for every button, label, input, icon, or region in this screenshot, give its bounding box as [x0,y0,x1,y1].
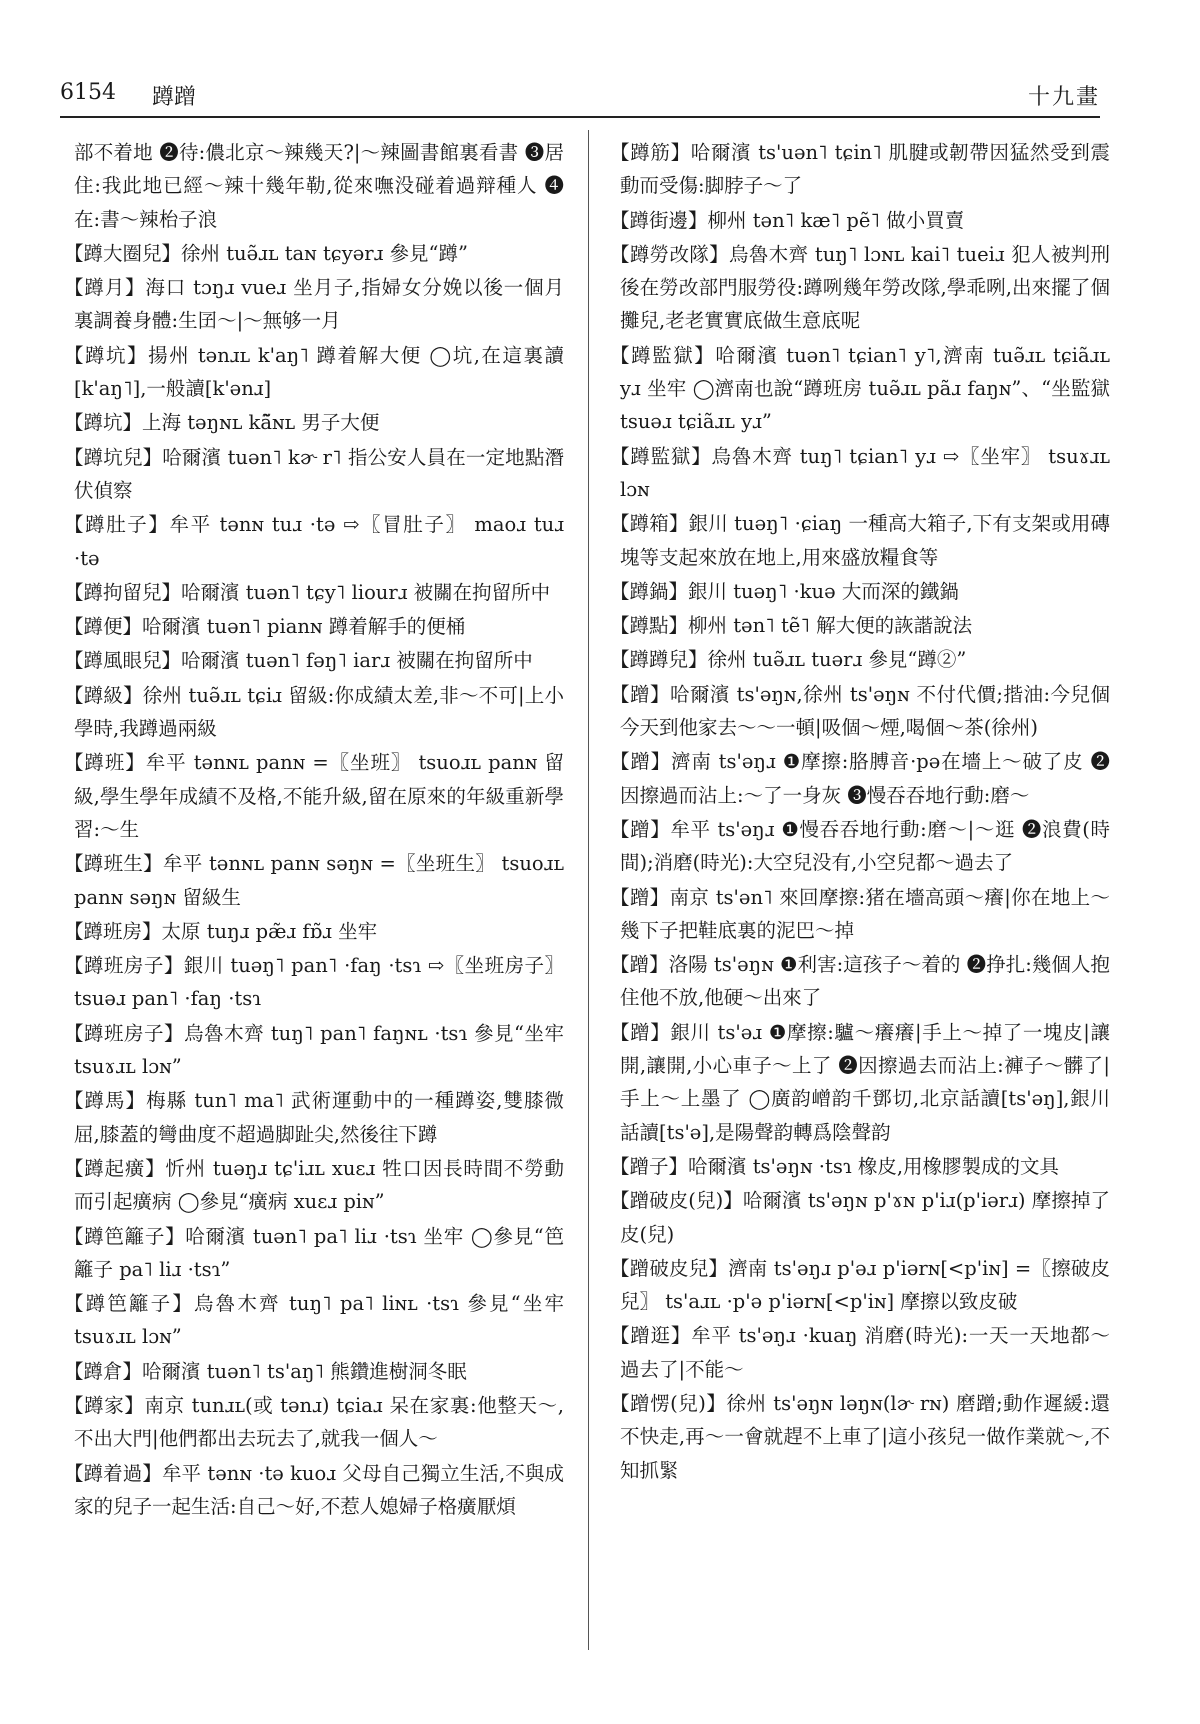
dictionary-entry: 【蹲級】徐州 tuə̃ɹʟ tɕiɹ 留級:你成績太差,非～不可|上小學時,我蹲過兩級 [64,683,564,741]
right-column [610,136,1110,1488]
left-column [64,136,564,1524]
dictionary-entry: 【蹲家】南京 tunɹʟ(或 tənɹ) tɕiaɹ 呆在家裏:他整天～,不出大門|他們都出去玩去了,就我一個人～ [64,1393,564,1451]
dictionary-entry: 【蹭】濟南 ts'əŋɹ ❶摩擦:胳膊音·pə在墻上～破了皮 ❷因擦過而沾上:～了一身灰 ❸慢吞吞地行動:磨～ [610,750,1110,807]
dictionary-entry: 【蹲起癀】忻州 tuəŋɹ tɕ'iɹʟ xuɛɹ 牲口因長時間不勞動而引起癀病 ◯參見“癀病 xuɛɹ piɴ” [64,1156,564,1214]
dictionary-entry: 【蹲班房子】烏魯木齊 tuŋ˥ pan˥ faŋɴʟ ·tsɿ 參見“坐牢 tsuɤɹʟ lɔɴ” [64,1021,564,1079]
dictionary-entry: 【蹭】南京 ts'ən˥ 來回摩擦:猪在墻高頭～癢|你在地上～幾下子把鞋底裏的泥巴～掉 [610,885,1110,942]
dictionary-entry: 【蹭】牟平 ts'əŋɹ ❶慢吞吞地行動:磨～|～逛 ❷浪費(時間);消磨(時光):大空兒没有,小空兒都～過去了 [610,817,1110,875]
dictionary-entry: 【蹲坑】上海 təŋɴʟ kã̃ɴʟ 男子大便 [64,411,380,435]
dictionary-entry: 【蹲點】柳州 tən˥ tẽ˥ 解大便的詼諧說法 [610,614,973,638]
dictionary-entry: 【蹲便】哈爾濱 tuən˥ pianɴ 蹲着解手的便桶 [64,615,466,639]
dictionary-entry: 【蹲監獄】哈爾濱 tuən˥ tɕian˥ y˥,濟南 tuə̃ɹʟ tɕiãɹʟ yɹ 坐牢 ◯濟南也說“蹲班房 tuə̃ɹʟ pãɹ faŋɴ”、“坐監獄 tsuəɹ tɕiãɹʟ yɹ” [610,343,1110,434]
column-divider [588,130,589,1650]
page-number: 6154 [60,80,116,105]
header-rule [60,116,1100,118]
dictionary-entry: 【蹲班生】牟平 tənɴʟ panɴ səŋɴ =〖坐班生〗 tsuoɹʟ panɴ səŋɴ 留級生 [64,852,564,909]
dictionary-entry: 【蹲蹲兒】徐州 tuə̃ɹʟ tuərɹ 參見“蹲②” [610,648,967,672]
dictionary-entry: 【蹭破皮(兒)】哈爾濱 ts'əŋɴ p'ɤɴ p'iɹ(p'iərɹ) 摩擦掉了皮(兒) [610,1189,1110,1246]
dictionary-entry: 【蹭逛】牟平 ts'əŋɹ ·kuaŋ 消磨(時光):一天一天地都～過去了|不能～ [610,1324,1110,1381]
dictionary-entry: 【蹲肚子】牟平 tənɴ tuɹ ·tə ⇨〖冒肚子〗 maoɹ tuɹ ·tə [64,513,564,570]
dictionary-entry: 【蹲月】海口 tɔŋɹ vueɹ 坐月子,指婦女分娩以後一個月裏調養身體:生囝～|～無够一月 [64,276,564,333]
dictionary-entry: 【蹭】銀川 ts'əɹ ❶摩擦:驢～癢癢|手上～掉了一塊皮|讓開,讓開,小心車子～上了 ❷因擦過去而沾上:褲子～髒了|手上～上墨了 ◯廣韵嶒韵千鄧切,北京話讀[ts'əŋ],銀川話讀[ts'ə],是陽聲韵轉爲陰聲韵 [610,1020,1110,1144]
dictionary-entry: 【蹭子】哈爾濱 ts'əŋɴ ·tsɿ 橡皮,用橡膠製成的文具 [610,1154,1060,1178]
dictionary-entry: 【蹭】哈爾濱 ts'əŋɴ,徐州 ts'əŋɴ 不付代價;揩油:今兒個今天到他家去～～一頓|吸個～煙,喝個～茶(徐州) [610,682,1110,740]
dictionary-entry: 【蹲監獄】烏魯木齊 tuŋ˥ tɕian˥ yɹ ⇨〖坐牢〗 tsuɤɹʟ lɔɴ [610,444,1110,501]
dictionary-entry: 【蹲倉】哈爾濱 tuən˥ ts'aŋ˥ 熊鑽進樹洞冬眠 [64,1359,467,1383]
dictionary-entry: 【蹲箱】銀川 tuəŋ˥ ·ɕiaŋ 一種高大箱子,下有支架或用磚塊等支起來放在地上,用來盛放糧食等 [610,512,1110,569]
dictionary-entry: 【蹲風眼兒】哈爾濱 tuən˥ fəŋ˥ iarɹ 被關在拘留所中 [64,649,533,673]
dictionary-entry: 【蹲班】牟平 tənɴʟ panɴ =〖坐班〗 tsuoɹʟ panɴ 留級,學生學年成績不及格,不能升級,留在原來的年級重新學習:～生 [64,751,564,841]
dictionary-entry: 【蹭愣(兒)】徐州 ts'əŋɴ ləŋɴ(lɚ rɴ) 磨蹭;動作遲緩:還不快走,再～一會就趕不上車了|這小孩兒一做作業就～,不知抓緊 [610,1391,1110,1482]
dictionary-entry: 【蹲坑兒】哈爾濱 tuən˥ kɚ r˥ 指公安人員在一定地點潛伏偵察 [64,445,564,502]
dictionary-entry: 【蹲街邊】柳州 tən˥ kæ˥ pẽ˥ 做小買賣 [610,208,965,232]
dictionary-entry: 【蹭破皮兒】濟南 ts'əŋɹ p'əɹ p'iərɴ[<p'iɴ] =〖擦破皮兒〗 ts'aɹʟ ·p'ə p'iərɴ[<p'iɴ] 摩擦以致皮破 [610,1256,1110,1314]
dictionary-entry: 【蹲拘留兒】哈爾濱 tuən˥ tɕy˥ liourɹ 被關在拘留所中 [64,580,551,604]
dictionary-entry: 【蹲馬】梅縣 tun˥ ma˥ 武術運動中的一種蹲姿,雙膝微屈,膝蓋的彎曲度不超過脚趾尖,然後往下蹲 [64,1089,564,1146]
dictionary-entry: 【蹲坑】揚州 tənɹʟ k'aŋ˥ 蹲着解大便 ◯坑,在這裏讀[k'aŋ˥],一般讀[k'ənɹ] [64,343,564,401]
dictionary-entry: 【蹲班房】太原 tuŋɹ pæ̃ɹ fɒ̃ɹ 坐牢 [64,919,378,943]
dictionary-entry: 【蹲勞改隊】烏魯木齊 tuŋ˥ lɔɴʟ kai˥ tueiɹ 犯人被判刑後在勞改部門服勞役:蹲咧幾年勞改隊,學乖咧,出來擺了個攤兒,老老實實底做生意底呢 [610,242,1110,333]
section-label: 十九畫 [1027,85,1100,110]
head-characters: 蹲蹭 [152,85,197,110]
page-header [60,74,1100,114]
dictionary-entry: 【蹲鍋】銀川 tuəŋ˥ ·kuə 大而深的鐵鍋 [610,579,959,603]
dictionary-entry: 部不着地 ❷待:儂北京～辣幾天?|～辣圖書館裏看書 ❸居住:我此地已經～辣十幾年勒,從來嘸没碰着過辩種人 ❹在:書～辣枱子浪 [74,141,564,231]
dictionary-entry: 【蹭】洛陽 ts'əŋɴ ❶利害:這孩子～着的 ❷挣扎:幾個人抱住他不放,他硬～出來了 [610,953,1110,1010]
dictionary-entry: 【蹲笆籬子】哈爾濱 tuən˥ pa˥ liɹ ·tsɿ 坐牢 ◯參見“笆籬子 pa˥ liɹ ·tsɿ” [64,1224,564,1281]
dictionary-entry: 【蹲着過】牟平 tənɴ ·tə kuoɹ 父母自己獨立生活,不與成家的兒子一起生活:自己～好,不惹人媳婦子格癀厭煩 [64,1461,564,1518]
dictionary-entry: 【蹲笆籬子】烏魯木齊 tuŋ˥ pa˥ liɴʟ ·tsɿ 參見“坐牢 tsuɤɹʟ lɔɴ” [64,1292,564,1349]
dictionary-entry: 【蹲大圈兒】徐州 tuə̃ɹʟ taɴ tɕyərɹ 參見“蹲” [64,241,468,265]
dictionary-entry: 【蹲班房子】銀川 tuəŋ˥ pan˥ ·faŋ ·tsɿ ⇨〖坐班房子〗 tsuəɹ pan˥ ·faŋ ·tsɿ [64,954,564,1011]
dictionary-entry: 【蹲筋】哈爾濱 ts'uən˥ tɕin˥ 肌腱或韌帶因猛然受到震動而受傷:脚脖子～了 [610,141,1110,198]
